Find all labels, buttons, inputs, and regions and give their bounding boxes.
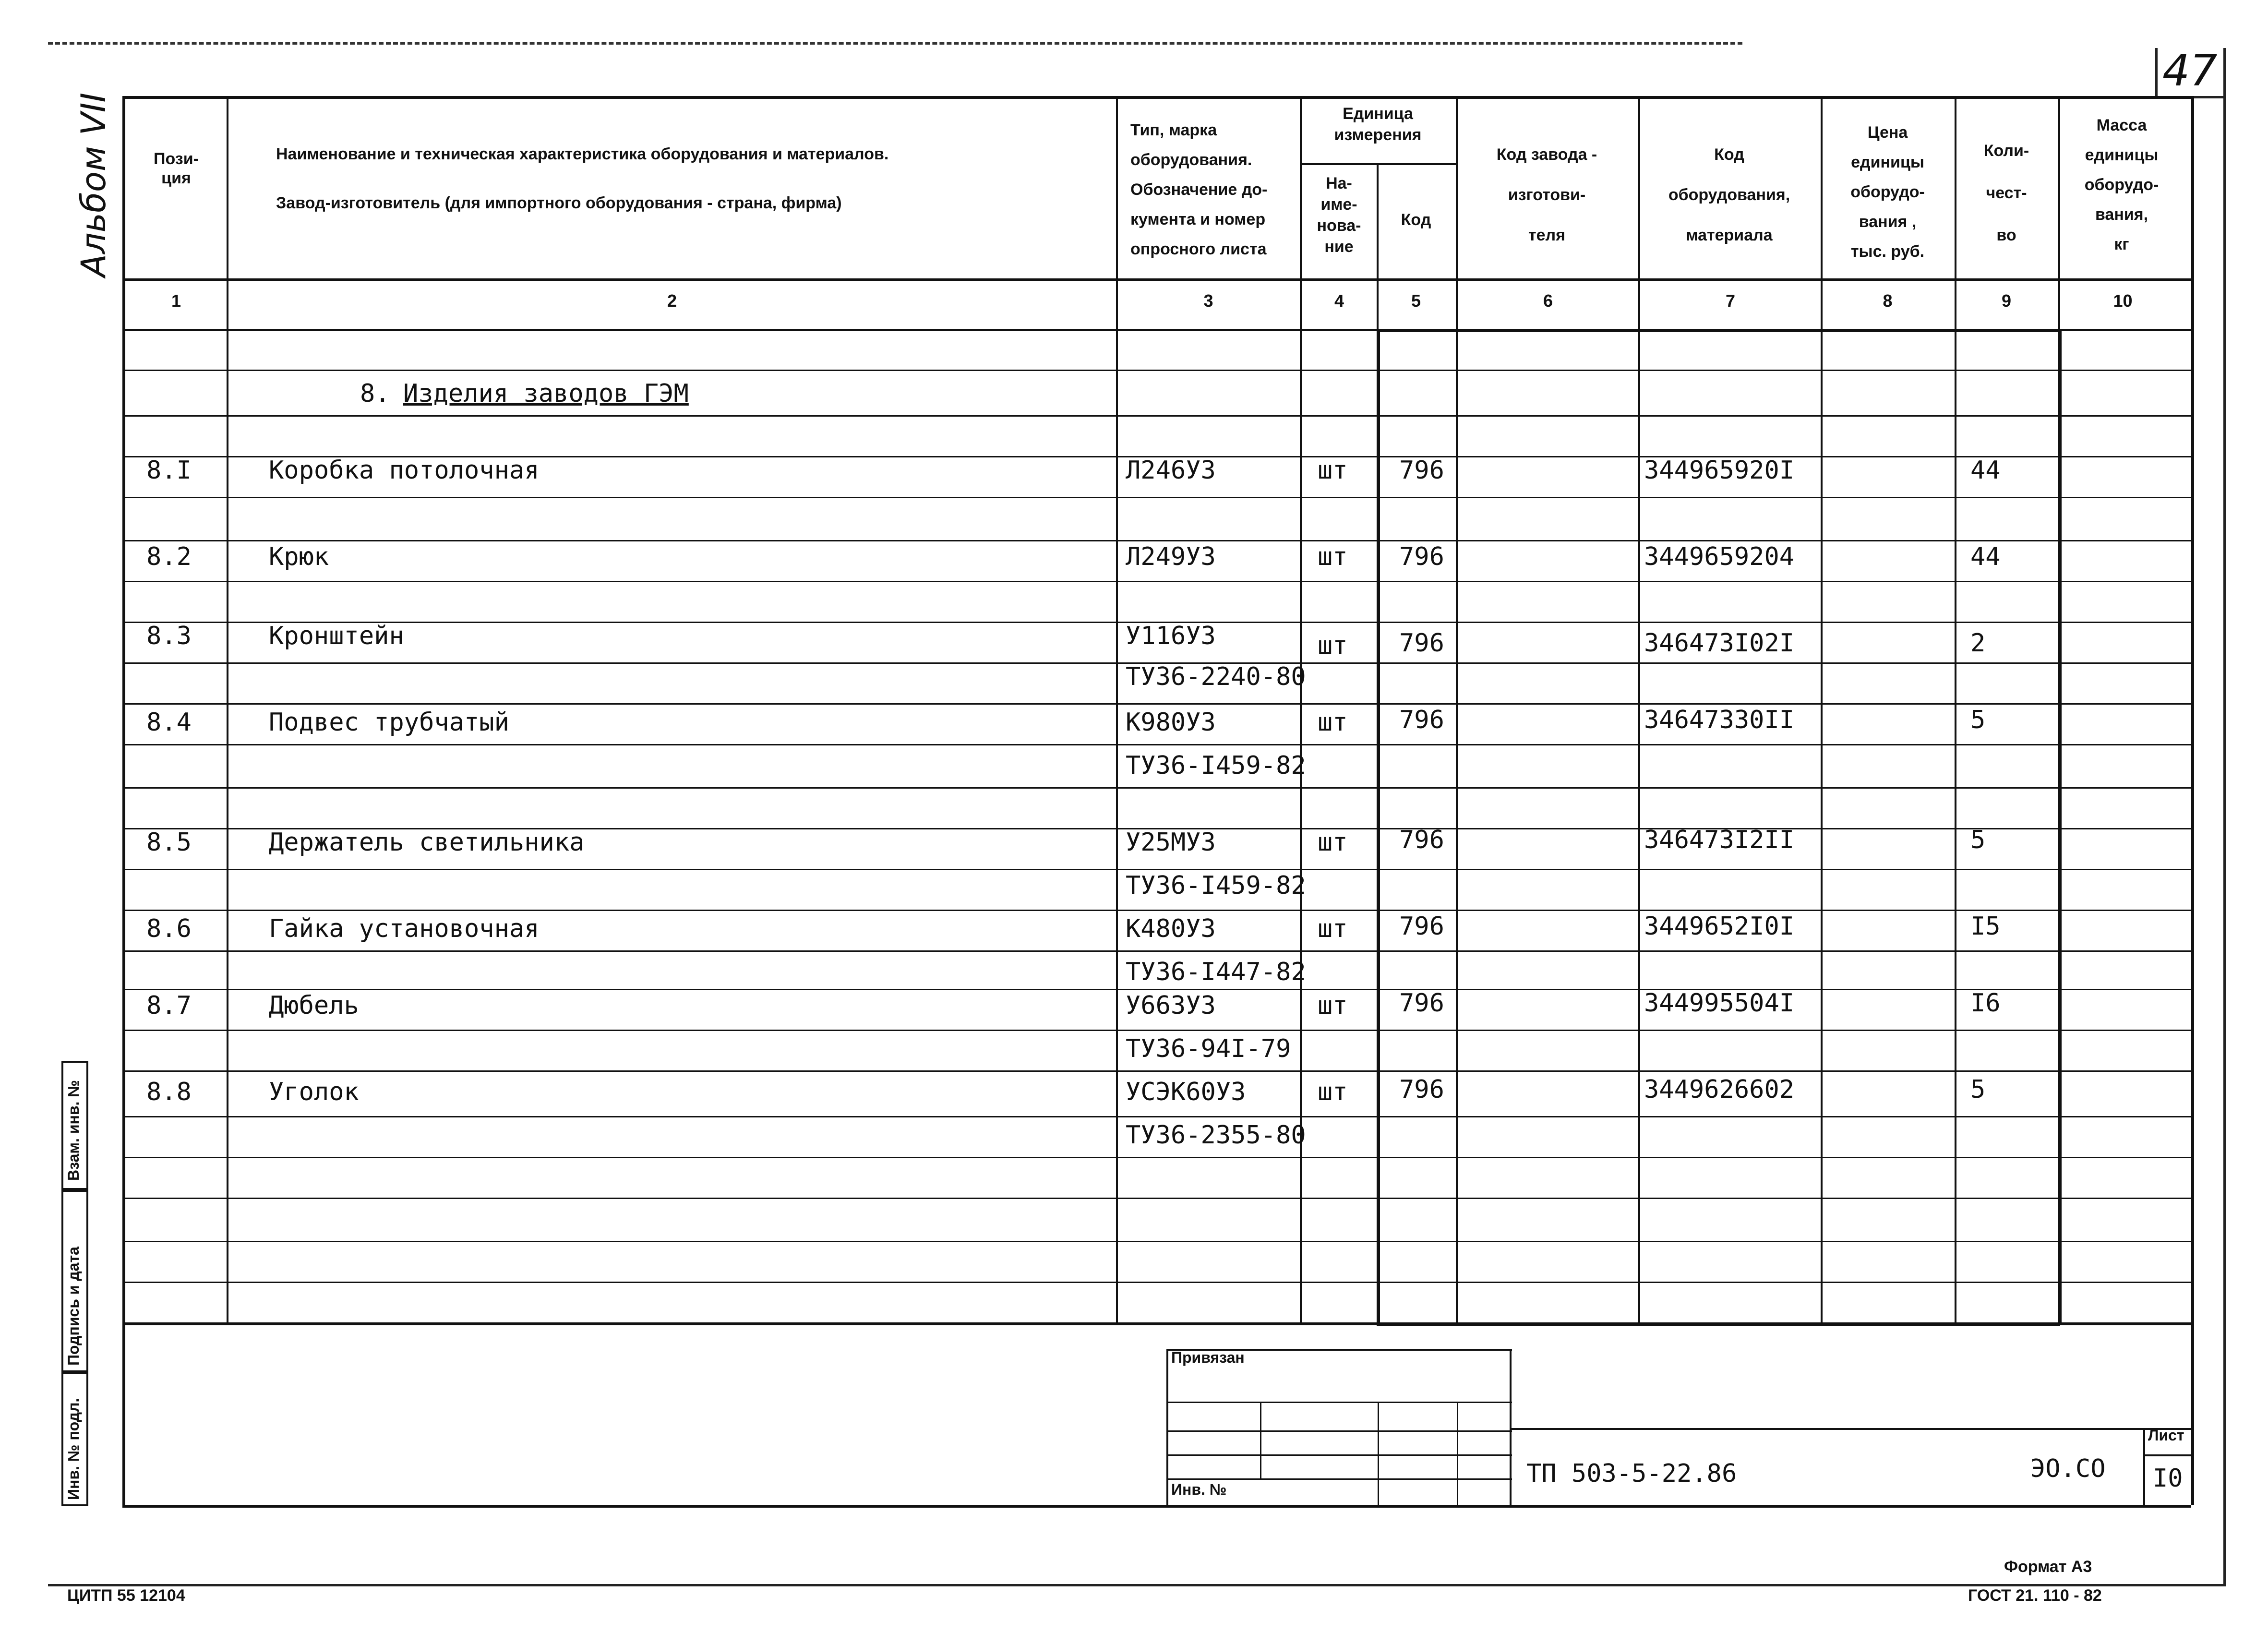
row-name: Гайка установочная (269, 914, 540, 943)
grid-line (122, 744, 2191, 745)
grid-line (1166, 1402, 1512, 1403)
side-label-replace-inv: Взам. инв. № (65, 1080, 82, 1181)
row-equip-code: 346473I02I (1644, 629, 1795, 658)
grid-line (1166, 1454, 1512, 1456)
grid-line (122, 1505, 2191, 1508)
row-type: У116УЗ (1126, 622, 1216, 650)
row-quantity: I5 (1970, 912, 2001, 941)
grid-line (1260, 1402, 1261, 1478)
row-equip-code: 34647330II (1644, 706, 1795, 734)
grid-line (122, 1157, 2191, 1158)
row-unit-code: 796 (1399, 1075, 1444, 1104)
row-quantity: 5 (1970, 826, 1986, 854)
grid-line (1377, 329, 2060, 332)
grid-line (122, 1282, 2191, 1283)
row-doc: ТУ36-I459-82 (1126, 751, 1306, 780)
grid-line (2143, 1454, 2191, 1456)
row-position: 8.2 (146, 542, 192, 571)
grid-line (122, 1322, 2191, 1325)
column-number: 10 (2113, 291, 2133, 311)
grid-line (122, 581, 2191, 582)
row-equip-code: 344995504I (1644, 989, 1795, 1018)
column-number: 8 (1883, 291, 1893, 311)
grid-line (122, 370, 2191, 371)
frame-top (48, 42, 1742, 47)
row-doc: ТУ36-I459-82 (1126, 871, 1306, 900)
header-col6: Код завода - изготови- теля (1496, 145, 1597, 244)
row-unit-code: 796 (1399, 706, 1444, 734)
row-unit: шт (1318, 991, 1348, 1020)
row-position: 8.6 (146, 914, 192, 943)
stamp-attached-label: Привязан (1171, 1349, 1245, 1366)
row-position: 8.5 (146, 828, 192, 857)
grid-line (122, 910, 2191, 911)
row-equip-code: 344965920I (1644, 456, 1795, 485)
row-equip-code: 3449659204 (1644, 542, 1795, 571)
grid-line (1510, 1428, 2191, 1430)
grid-line (1166, 1430, 1512, 1432)
grid-line (1955, 96, 1956, 1322)
grid-line (122, 1241, 2191, 1242)
side-label-signature: Подпись и дата (65, 1247, 82, 1366)
stamp-doc-code: ТП 503-5-22.86 (1526, 1459, 1737, 1488)
row-unit: шт (1318, 708, 1348, 737)
row-unit-code: 796 (1399, 542, 1444, 571)
grid-line (122, 278, 2191, 281)
grid-line (122, 497, 2191, 498)
stamp-inv-label: Инв. № (1171, 1481, 1227, 1498)
row-doc: ТУ36-2240-80 (1126, 662, 1306, 691)
grid-line (122, 989, 2191, 990)
footer-gost: ГОСТ 21. 110 - 82 (1968, 1586, 2102, 1605)
footer-format: Формат А3 (2004, 1558, 2092, 1576)
row-equip-code: 346473I2II (1644, 826, 1795, 854)
row-name: Уголок (269, 1078, 359, 1106)
section-number: 8. (360, 379, 390, 408)
grid-line (1510, 1349, 1512, 1505)
header-col9: Коли- чест- во (1983, 142, 2029, 244)
header-col8: Цена единицы оборудо- вания , тыс. руб. (1850, 123, 1925, 261)
column-number: 9 (2001, 291, 2012, 311)
row-unit-code: 796 (1399, 912, 1444, 941)
header-unit-name: На- име- нова- ние (1317, 174, 1361, 256)
row-position: 8.I (146, 456, 192, 485)
row-unit-code: 796 (1399, 826, 1444, 854)
frame-bottom (48, 1584, 2226, 1586)
grid-line (2143, 1428, 2145, 1505)
grid-line (122, 1070, 2191, 1072)
column-number: 4 (1334, 291, 1344, 311)
row-equip-code: 3449652I0I (1644, 912, 1795, 941)
row-type: Л249УЗ (1126, 542, 1216, 571)
header-col2: Наименование и техническая характеристика оборудования и материалов. Завод-изготовитель (для импортного оборудования - страна, фирма) (276, 145, 889, 212)
grid-line (122, 96, 125, 1505)
footer-registry: ЦИТП 55 12104 (67, 1586, 185, 1605)
page-number: 47 (2162, 46, 2218, 96)
grid-line (1377, 329, 1380, 1322)
header-col3: Тип, марка оборудования. Обозначение до- кумента и номер опросного листа (1130, 121, 1268, 258)
row-type: К980УЗ (1126, 708, 1216, 737)
grid-line (122, 950, 2191, 952)
row-doc: ТУ36-2355-80 (1126, 1121, 1306, 1150)
grid-line (122, 540, 2191, 541)
grid-line (1457, 1402, 1458, 1505)
grid-line (122, 1116, 2191, 1117)
side-label-inv-orig: Инв. № подл. (65, 1398, 82, 1500)
grid-line (1378, 1402, 1379, 1505)
grid-line (2191, 96, 2194, 1505)
grid-line (1166, 1478, 1512, 1480)
header-col1: Пози- ция (154, 150, 199, 187)
row-type: У663УЗ (1126, 991, 1216, 1020)
grid-line (1638, 96, 1640, 1322)
row-name: Коробка потолочная (269, 456, 540, 485)
row-unit-code: 796 (1399, 629, 1444, 658)
section-title: Изделия заводов ГЭМ (403, 379, 689, 408)
row-name: Кронштейн (269, 622, 404, 650)
grid-line (122, 787, 2191, 789)
header-unit-code: Код (1401, 211, 1431, 229)
column-number: 6 (1543, 291, 1553, 311)
column-number: 5 (1411, 291, 1421, 311)
grid-line (122, 415, 2191, 417)
row-doc: ТУ36-94I-79 (1126, 1034, 1291, 1063)
row-position: 8.8 (146, 1078, 192, 1106)
stamp-sheet-number: I0 (2153, 1464, 2183, 1493)
frame-right (2223, 48, 2226, 1584)
row-unit: шт (1318, 1078, 1348, 1106)
row-position: 8.4 (146, 708, 192, 737)
row-name: Крюк (269, 542, 329, 571)
row-type: УСЭК60УЗ (1126, 1078, 1246, 1106)
grid-line (122, 869, 2191, 870)
column-number: 1 (171, 291, 181, 311)
grid-line (1116, 96, 1118, 1322)
header-col10: Масса единицы оборудо- вания, кг (2084, 116, 2159, 253)
stamp-sheet-label: Лист (2148, 1427, 2184, 1444)
row-equip-code: 3449626602 (1644, 1075, 1795, 1104)
album-label: Альбом VII (74, 92, 113, 277)
grid-line (122, 96, 2191, 99)
header-col7: Код оборудования, материала (1668, 145, 1790, 244)
row-quantity: 5 (1970, 1075, 1986, 1104)
row-name: Дюбель (269, 991, 359, 1020)
stamp-section-code: ЭО.СО (2030, 1454, 2106, 1483)
row-quantity: 5 (1970, 706, 1986, 734)
grid-line (122, 703, 2191, 705)
grid-line (1166, 1349, 1168, 1505)
row-quantity: 2 (1970, 629, 1986, 658)
grid-line (1821, 96, 1823, 1322)
row-type: К480УЗ (1126, 914, 1216, 943)
row-position: 8.3 (146, 622, 192, 650)
row-position: 8.7 (146, 991, 192, 1020)
row-doc: ТУ36-I447-82 (1126, 958, 1306, 986)
column-number: 7 (1725, 291, 1736, 311)
row-type: У25МУЗ (1126, 828, 1216, 857)
row-unit: шт (1318, 631, 1348, 660)
grid-line (2058, 329, 2062, 1322)
row-unit-code: 796 (1399, 456, 1444, 485)
row-quantity: I6 (1970, 989, 2001, 1018)
column-number: 3 (1203, 291, 1213, 311)
row-quantity: 44 (1970, 542, 2001, 571)
row-quantity: 44 (1970, 456, 2001, 485)
row-unit-code: 796 (1399, 989, 1444, 1018)
row-unit: шт (1318, 828, 1348, 857)
header-unit-title: Единица измерения (1334, 105, 1422, 144)
row-type: Л246УЗ (1126, 456, 1216, 485)
row-name: Подвес трубчатый (269, 708, 509, 737)
row-unit: шт (1318, 914, 1348, 943)
grid-line (1456, 96, 1458, 1322)
grid-line (122, 1198, 2191, 1199)
column-number: 2 (667, 291, 677, 311)
row-unit: шт (1318, 542, 1348, 571)
grid-line (227, 96, 228, 1322)
grid-line (122, 1030, 2191, 1031)
row-name: Держатель светильника (269, 828, 585, 857)
row-unit: шт (1318, 456, 1348, 485)
